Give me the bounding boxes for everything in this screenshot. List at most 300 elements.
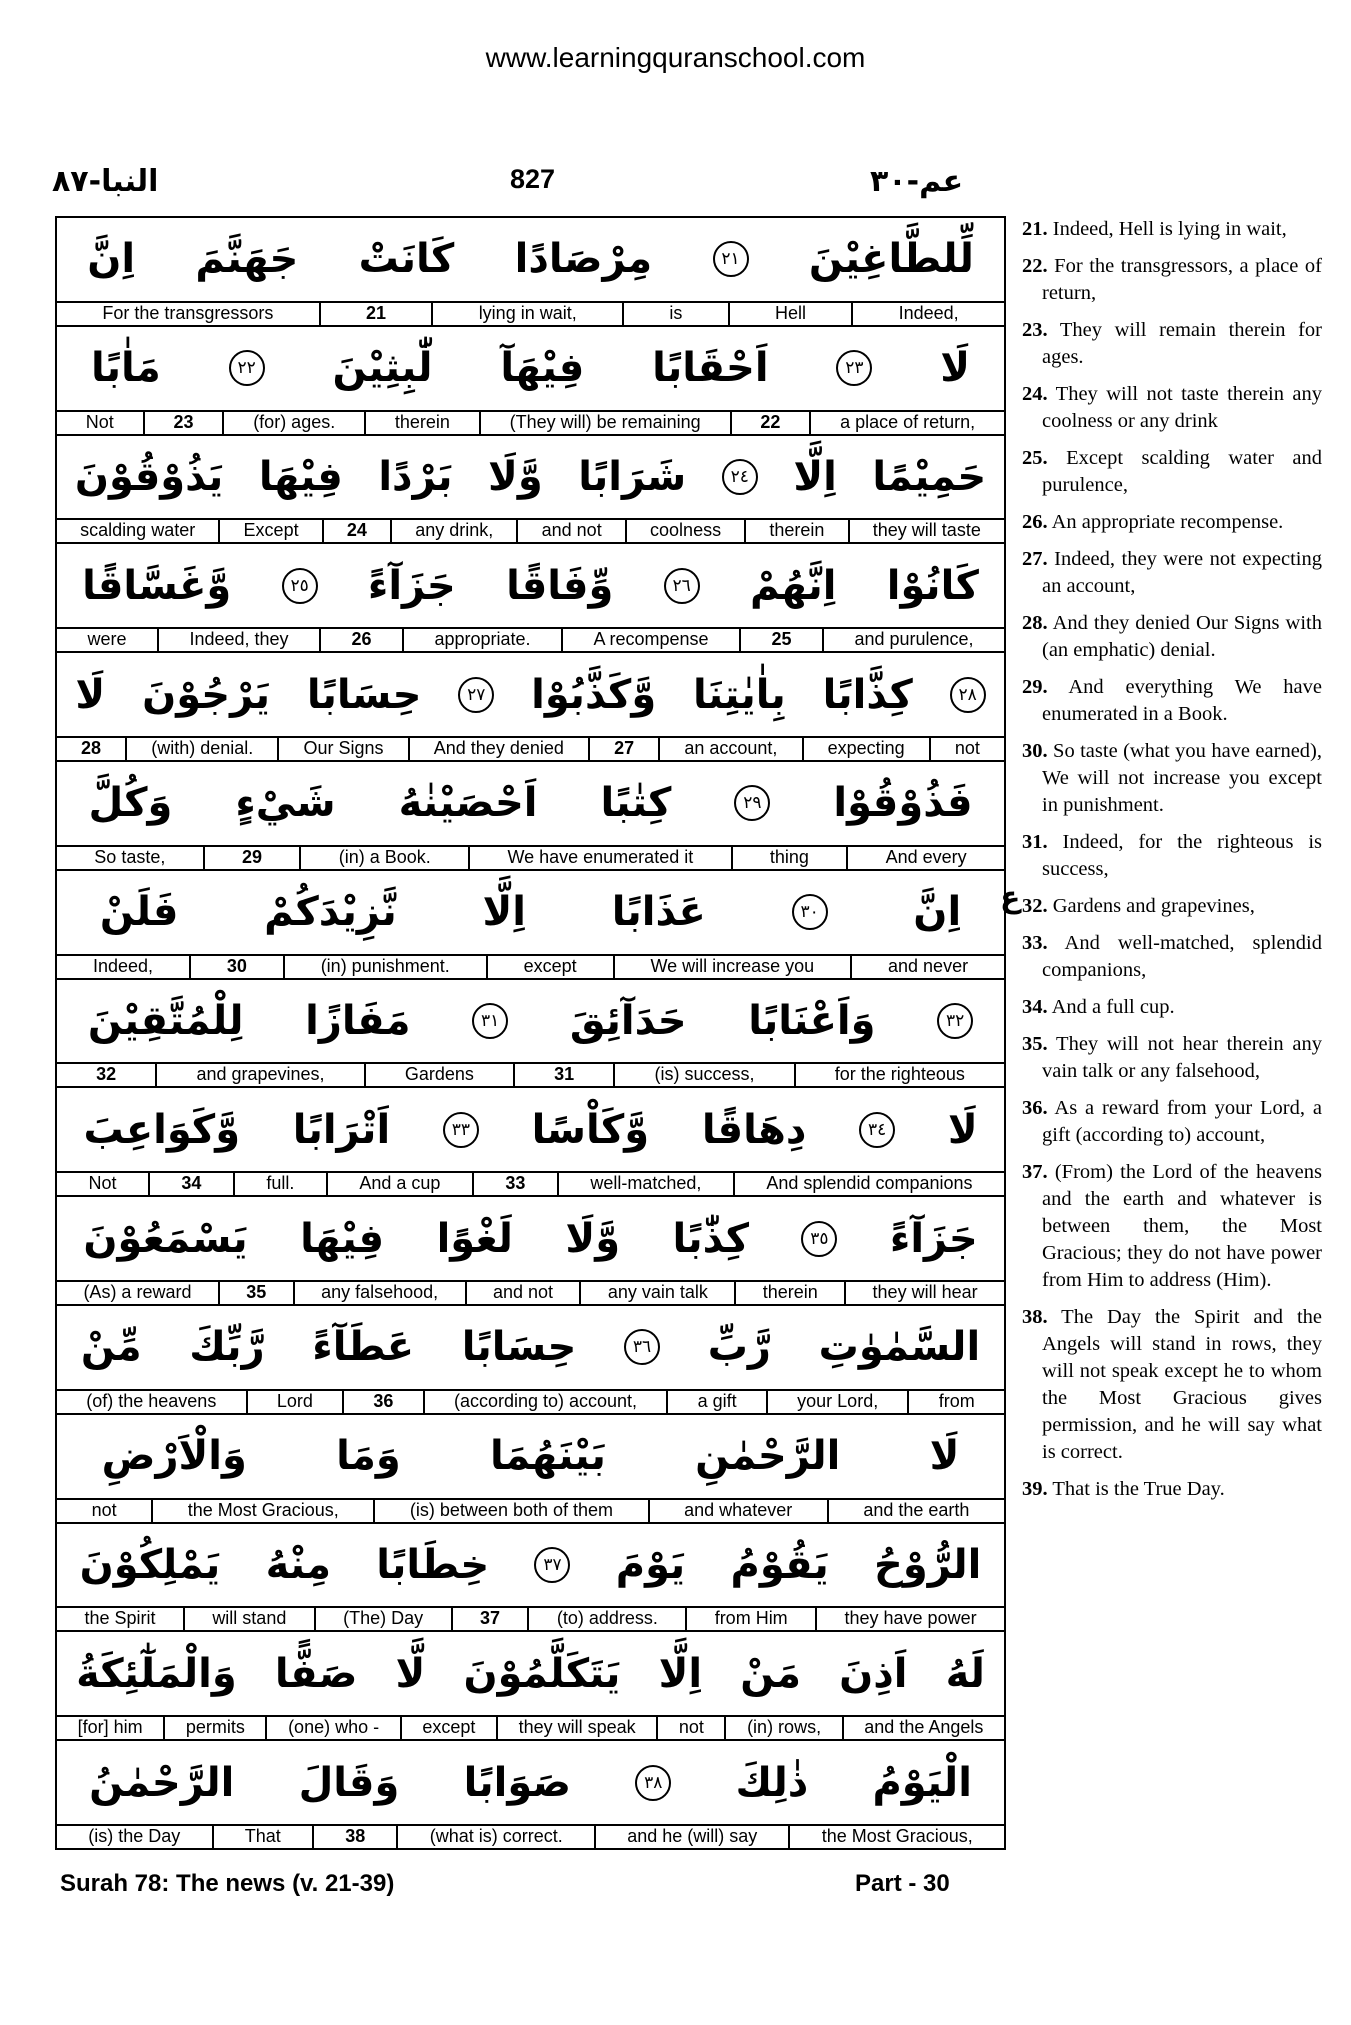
site-url: www.learningquranschool.com xyxy=(485,42,866,73)
ayah-number-marker: ٣٨ xyxy=(635,1765,671,1801)
gloss-cell: We have enumerated it xyxy=(468,847,730,871)
gloss-cell: (one) who - xyxy=(265,1717,399,1741)
arabic-word: وِّفَاقًا xyxy=(506,562,614,609)
english-gloss-line xyxy=(57,736,1004,762)
arabic-line xyxy=(57,653,1004,736)
translation-item xyxy=(1022,610,1322,664)
arabic-word: حِسَابًا xyxy=(461,1324,577,1371)
translation-text: They will remain therein for ages. xyxy=(1042,319,1322,368)
translation-text: And well-matched, splendid companions, xyxy=(1042,932,1322,981)
verse-row xyxy=(57,762,1004,871)
ayah-number-marker: ٢٨ xyxy=(950,677,986,713)
gloss-cell: (in) a Book. xyxy=(299,847,468,871)
ayah-number-marker: ٣٢ xyxy=(937,1003,973,1039)
translation-verse-number: 28. xyxy=(1022,612,1048,634)
arabic-line xyxy=(57,980,1004,1063)
arabic-word: مَفَازًا xyxy=(305,997,411,1044)
arabic-word: مَاٰبًا xyxy=(90,345,161,392)
translation-verse-number: 36. xyxy=(1022,1097,1048,1119)
gloss-cell: Indeed, xyxy=(92,955,153,976)
arabic-word: اَذِنَ xyxy=(839,1650,908,1697)
verse-row xyxy=(57,871,1004,980)
translation-text: So taste (what you have earned), We will not increase you except in punishment. xyxy=(1042,740,1323,816)
ayah-number-marker: ٢١ xyxy=(713,241,749,277)
arabic-word: مِرْصَادًا xyxy=(514,236,653,283)
english-gloss-line xyxy=(57,1606,1004,1632)
english-gloss-line xyxy=(57,954,1004,980)
arabic-word: بَرْدًا xyxy=(378,453,453,500)
english-gloss-line xyxy=(57,627,1004,653)
english-gloss-line xyxy=(57,410,1004,436)
translation-verse-number: 27. xyxy=(1022,548,1048,570)
gloss-cell: A recompense xyxy=(561,629,739,653)
verse-row xyxy=(57,544,1004,653)
arabic-word: وَّكَذَّبُوْا xyxy=(531,671,657,718)
gloss-cell: 24 xyxy=(322,520,390,544)
arabic-word: حِسَابًا xyxy=(306,671,422,718)
arabic-word: كَانَتْ xyxy=(358,236,455,283)
translation-text: And a full cup. xyxy=(1051,996,1175,1018)
gloss-cell: an account, xyxy=(658,738,801,762)
gloss-cell: 38 xyxy=(312,1826,396,1850)
arabic-word: وَالْمَلٰٓئِكَةُ xyxy=(76,1650,237,1697)
arabic-line xyxy=(57,544,1004,627)
arabic-line xyxy=(57,1524,1004,1607)
gloss-cell: appropriate. xyxy=(402,629,561,653)
english-gloss-line xyxy=(57,518,1004,544)
gloss-cell: they will taste xyxy=(848,520,1004,544)
translation-verse-number: 22. xyxy=(1022,255,1048,277)
arabic-word: جَهَنَّمَ xyxy=(195,236,299,283)
arabic-word: اِلَّا xyxy=(793,453,837,500)
gloss-cell: (is) success, xyxy=(613,1064,793,1088)
gloss-cell: will stand xyxy=(183,1608,314,1632)
arabic-word: كِتٰبًا xyxy=(600,780,672,827)
gloss-cell: 34 xyxy=(148,1173,233,1197)
gloss-cell: 27 xyxy=(588,738,658,762)
arabic-word: وَّكَوَاعِبَ xyxy=(83,1106,241,1153)
gloss-cell: a place of return, xyxy=(809,412,1004,436)
arabic-word: يَمْلِكُوْنَ xyxy=(79,1541,221,1588)
arabic-line xyxy=(57,436,1004,519)
translation-text: Indeed, Hell is lying in wait, xyxy=(1052,218,1287,240)
gloss-cell: 37 xyxy=(451,1608,528,1632)
arabic-word: ذٰلِكَ xyxy=(735,1759,809,1806)
gloss-cell: a gift xyxy=(666,1391,766,1415)
arabic-word: مِّنْ xyxy=(80,1324,142,1371)
translation-verse-number: 33. xyxy=(1022,932,1048,954)
arabic-word: عَطَآءً xyxy=(312,1324,415,1371)
gloss-cell: And they denied xyxy=(408,738,588,762)
gloss-cell: they will speak xyxy=(496,1717,656,1741)
gloss-cell: and purulence, xyxy=(822,629,1004,653)
translation-verse-number: 21. xyxy=(1022,218,1048,240)
ayah-number-marker: ٣٣ xyxy=(443,1112,479,1148)
translation-verse-number: 39. xyxy=(1022,1478,1048,1500)
gloss-cell: therein xyxy=(744,520,847,544)
arabic-word: خِطَابًا xyxy=(376,1541,490,1588)
arabic-word: لَا xyxy=(947,1106,978,1153)
translation-text: That is the True Day. xyxy=(1052,1478,1225,1500)
gloss-cell: from xyxy=(907,1391,1004,1415)
arabic-word: نَّزِيْدَكُمْ xyxy=(264,889,397,936)
arabic-word: يَتَكَلَّمُوْنَ xyxy=(463,1650,621,1697)
gloss-cell: And splendid companions xyxy=(733,1173,1004,1197)
translation-text: They will not hear therein any vain talk or any falsehood, xyxy=(1042,1033,1322,1082)
translation-verse-number: 38. xyxy=(1022,1306,1048,1328)
translation-text: As a reward from your Lord, a gift (according to) account, xyxy=(1042,1097,1322,1146)
translation-item xyxy=(1022,216,1322,243)
ayah-number-marker: ٣٤ xyxy=(859,1112,895,1148)
gloss-cell: (They will) be remaining xyxy=(479,412,730,436)
verse-row xyxy=(57,327,1004,436)
gloss-cell: (with) denial. xyxy=(125,738,277,762)
arabic-line xyxy=(57,218,1004,301)
translation-verse-number: 26. xyxy=(1022,511,1048,533)
arabic-word: شَرَابًا xyxy=(578,453,687,500)
arabic-word: رَّبِّكَ xyxy=(189,1324,265,1371)
arabic-line xyxy=(57,1306,1004,1389)
translation-column xyxy=(1022,216,1322,1513)
gloss-cell: from Him xyxy=(685,1608,815,1632)
translation-item xyxy=(1022,738,1322,819)
english-gloss-line xyxy=(57,845,1004,871)
gloss-cell: Indeed, xyxy=(851,303,1004,327)
translation-item xyxy=(1022,317,1322,371)
ayah-number-marker: ٢٢ xyxy=(229,350,265,386)
translation-text: (From) the Lord of the heavens and the earth and whatever is between them, the Most Gracious; they do not have power from Him to address (Him). xyxy=(1042,1161,1323,1291)
arabic-word: رَّبِّ xyxy=(707,1324,771,1371)
gloss-cell: (in) rows, xyxy=(724,1717,841,1741)
arabic-line xyxy=(57,1741,1004,1824)
gloss-cell: 23 xyxy=(143,412,223,436)
gloss-cell: expecting xyxy=(802,738,929,762)
gloss-cell: Our Signs xyxy=(277,738,407,762)
gloss-cell: and whatever xyxy=(648,1500,827,1524)
gloss-cell: scalding water xyxy=(80,520,196,541)
verse-row xyxy=(57,218,1004,327)
translation-verse-number: 23. xyxy=(1022,319,1048,341)
gloss-cell: thing xyxy=(731,847,847,871)
gloss-cell: and the Angels xyxy=(842,1717,1004,1741)
arabic-word: بَيْنَهُمَا xyxy=(489,1433,606,1480)
translation-text: And everything We have enumerated in a Book. xyxy=(1042,676,1322,725)
ayah-number-marker: ٢٩ xyxy=(734,785,770,821)
translation-item xyxy=(1022,674,1322,728)
arabic-word: عَذَابًا xyxy=(611,889,706,936)
gloss-cell: and never xyxy=(850,956,1004,980)
arabic-word: وَاَعْنَابًا xyxy=(748,997,876,1044)
gloss-cell: except xyxy=(400,1717,496,1741)
arabic-word: الرَّحْمٰنُ xyxy=(89,1759,235,1806)
verse-row xyxy=(57,980,1004,1089)
gloss-cell: is xyxy=(622,303,728,327)
arabic-word: فِيْهَآ xyxy=(500,345,585,392)
translation-verse-number: 31. xyxy=(1022,831,1048,853)
gloss-cell: 31 xyxy=(513,1064,613,1088)
translation-item xyxy=(1022,445,1322,499)
arabic-line xyxy=(57,1632,1004,1715)
footer-part: Part - 30 xyxy=(855,1870,950,1897)
gloss-cell: therein xyxy=(364,412,479,436)
translation-item xyxy=(1022,829,1322,883)
translation-verse-number: 32. xyxy=(1022,895,1048,917)
arabic-word: لَّا xyxy=(395,1650,426,1697)
gloss-cell: For the transgressors xyxy=(102,302,274,323)
english-gloss-line xyxy=(57,1715,1004,1741)
english-gloss-line xyxy=(57,1062,1004,1088)
english-gloss-line xyxy=(57,1280,1004,1306)
gloss-cell: (to) address. xyxy=(527,1608,685,1632)
verse-row xyxy=(57,1088,1004,1197)
gloss-cell: your Lord, xyxy=(766,1391,908,1415)
verse-row xyxy=(57,1741,1004,1850)
gloss-cell: 35 xyxy=(218,1282,293,1306)
ayah-number-marker: ٢٣ xyxy=(836,350,872,386)
arabic-word: لّٰبِثِيْنَ xyxy=(332,345,433,392)
arabic-word: يَوْمَ xyxy=(615,1541,686,1588)
gloss-cell: any drink, xyxy=(390,520,516,544)
gloss-cell: (what is) correct. xyxy=(396,1826,593,1850)
arabic-word: حَمِيْمًا xyxy=(872,453,987,500)
arabic-word: فِيْهَا xyxy=(258,453,343,500)
arabic-word: الْيَوْمُ xyxy=(872,1759,972,1806)
arabic-word: فَلَنْ xyxy=(99,889,179,936)
gloss-cell: lying in wait, xyxy=(431,303,622,327)
arabic-word: جَزَآءً xyxy=(367,562,456,609)
translation-item xyxy=(1022,1304,1322,1466)
arabic-word: فَذُوْقُوْا xyxy=(833,780,973,827)
arabic-word: يَرْجُوْنَ xyxy=(142,671,271,718)
gloss-cell: permits xyxy=(163,1717,265,1741)
translation-verse-number: 37. xyxy=(1022,1161,1048,1183)
arabic-word: بِاٰيٰتِنَا xyxy=(693,671,786,718)
arabic-word: يَذُوْقُوْنَ xyxy=(74,453,224,500)
arabic-word: اَتْرَابًا xyxy=(292,1106,391,1153)
gloss-cell: That xyxy=(212,1826,312,1850)
gloss-cell: So taste, xyxy=(94,846,166,867)
part-header-arabic: عم-٣٠ xyxy=(870,164,964,199)
gloss-cell: 21 xyxy=(319,303,432,327)
arabic-word: وَّكَاْسًا xyxy=(531,1106,650,1153)
arabic-word: لَا xyxy=(75,671,106,718)
translation-verse-number: 35. xyxy=(1022,1033,1048,1055)
arabic-line xyxy=(57,1197,1004,1280)
arabic-word: كِذّٰبًا xyxy=(672,1215,749,1262)
arabic-word: اَحْصَيْنٰهُ xyxy=(398,780,538,827)
ayah-number-marker: ٢٤ xyxy=(722,459,758,495)
arabic-word: الرُّوْحُ xyxy=(874,1541,982,1588)
gloss-cell: any vain talk xyxy=(579,1282,734,1306)
ayah-number-marker: ٣٦ xyxy=(624,1329,660,1365)
verse-row xyxy=(57,1632,1004,1741)
translation-verse-number: 29. xyxy=(1022,676,1048,698)
ayah-number-marker: ٢٥ xyxy=(282,568,318,604)
gloss-cell: Not xyxy=(85,411,114,432)
arabic-word: يَسْمَعُوْنَ xyxy=(83,1215,248,1262)
arabic-line xyxy=(57,1088,1004,1171)
translation-item xyxy=(1022,1095,1322,1149)
arabic-word: اَحْقَابًا xyxy=(652,345,769,392)
ayah-number-marker: ٣٧ xyxy=(534,1547,570,1583)
english-gloss-line xyxy=(57,1498,1004,1524)
gloss-cell: Except xyxy=(218,520,321,544)
translation-item xyxy=(1022,509,1322,536)
english-gloss-line xyxy=(57,1171,1004,1197)
translation-item xyxy=(1022,381,1322,435)
arabic-word: اِنَّ xyxy=(87,236,136,283)
translation-text: Indeed, they were not expecting an account, xyxy=(1042,548,1323,597)
arabic-word: وَقَالَ xyxy=(298,1759,400,1806)
ayah-number-marker: ٣٥ xyxy=(801,1221,837,1257)
verse-row xyxy=(57,1524,1004,1633)
english-gloss-line xyxy=(57,1824,1004,1850)
arabic-line xyxy=(57,1415,1004,1498)
gloss-cell: except xyxy=(486,956,613,980)
gloss-cell: (The) Day xyxy=(314,1608,451,1632)
gloss-cell: Not xyxy=(88,1173,117,1194)
surah-header-arabic: النبا-٧٨ xyxy=(52,164,159,199)
gloss-cell: therein xyxy=(734,1282,844,1306)
gloss-cell: 29 xyxy=(203,847,300,871)
arabic-line xyxy=(57,327,1004,410)
gloss-cell: and grapevines, xyxy=(155,1064,363,1088)
gloss-cell: 30 xyxy=(189,956,283,980)
gloss-cell: (according to) account, xyxy=(423,1391,667,1415)
gloss-cell: We will increase you xyxy=(613,956,851,980)
ayah-number-marker: ٣٠ xyxy=(792,894,828,930)
english-gloss-line xyxy=(57,301,1004,327)
translation-text: Except scalding water and purulence, xyxy=(1042,447,1323,496)
arabic-word: مِنْهُ xyxy=(265,1541,331,1588)
translation-item xyxy=(1022,893,1322,920)
translation-text: And they denied Our Signs with (an emphatic) denial. xyxy=(1042,612,1322,661)
gloss-cell: not xyxy=(929,738,1004,762)
arabic-word: الرَّحْمٰنِ xyxy=(695,1433,841,1480)
arabic-word: اِنَّهُمْ xyxy=(749,562,837,609)
gloss-cell: (As) a reward xyxy=(83,1281,192,1302)
arabic-word: كَانُوْا xyxy=(886,562,979,609)
translation-item xyxy=(1022,1031,1322,1085)
translation-item xyxy=(1022,930,1322,984)
ayah-number-marker: ٣١ xyxy=(472,1003,508,1039)
translation-text: For the transgressors, a place of return, xyxy=(1042,255,1322,304)
arabic-word: لَا xyxy=(929,1433,960,1480)
arabic-word: لَا xyxy=(940,345,971,392)
arabic-word: وَكُلَّ xyxy=(88,780,173,827)
gloss-cell: Lord xyxy=(246,1391,343,1415)
page-number: 827 xyxy=(510,164,556,194)
gloss-cell: Hell xyxy=(728,303,852,327)
gloss-cell: and he (will) say xyxy=(594,1826,789,1850)
arabic-word: لِّلطَّاغِيْنَ xyxy=(808,236,974,283)
gloss-cell: and not xyxy=(465,1282,580,1306)
arabic-word: فِيْهَا xyxy=(300,1215,385,1262)
translation-verse-number: 25. xyxy=(1022,447,1048,469)
translation-item xyxy=(1022,994,1322,1021)
arabic-word: لَهُ xyxy=(945,1650,985,1697)
arabic-word: صَفًّا xyxy=(274,1650,358,1697)
translation-text: Gardens and grapevines, xyxy=(1052,895,1255,917)
gloss-cell: 28 xyxy=(81,737,102,758)
gloss-cell: the Most Gracious, xyxy=(788,1826,1004,1850)
gloss-cell: the Spirit xyxy=(84,1608,156,1629)
arabic-word: حَدَآئِقَ xyxy=(569,997,687,1044)
gloss-cell: And a cup xyxy=(326,1173,472,1197)
gloss-cell: (is) between both of them xyxy=(373,1500,647,1524)
arabic-word: اِلَّا xyxy=(482,889,526,936)
gloss-cell: not xyxy=(656,1717,724,1741)
ruku-mark: ع xyxy=(1000,880,1021,915)
ayah-number-marker: ٢٦ xyxy=(664,568,700,604)
arabic-word: السَّمٰوٰتِ xyxy=(818,1324,981,1371)
gloss-cell: they will hear xyxy=(844,1282,1004,1306)
gloss-cell: for the righteous xyxy=(794,1064,1004,1088)
translation-verse-number: 30. xyxy=(1022,740,1048,762)
arabic-word: وَّلَا xyxy=(488,453,543,500)
gloss-cell: 25 xyxy=(739,629,822,653)
gloss-cell: full. xyxy=(233,1173,326,1197)
footer-surah-title: Surah 78: The news (v. 21-39) xyxy=(60,1870,395,1897)
gloss-cell: and the earth xyxy=(827,1500,1004,1524)
gloss-cell: were xyxy=(87,629,127,650)
arabic-word: يَقُوْمُ xyxy=(730,1541,829,1588)
gloss-cell: (in) punishment. xyxy=(283,956,486,980)
gloss-cell: they have power xyxy=(815,1608,1004,1632)
arabic-word: مَنْ xyxy=(740,1650,801,1697)
gloss-cell: any falsehood, xyxy=(293,1282,465,1306)
ayah-number-marker: ٢٧ xyxy=(458,677,494,713)
arabic-word: وَمَا xyxy=(336,1433,401,1480)
arabic-line xyxy=(57,871,1004,954)
verse-row xyxy=(57,1197,1004,1306)
verse-row xyxy=(57,1415,1004,1524)
gloss-cell: the Most Gracious, xyxy=(151,1500,373,1524)
arabic-line xyxy=(57,762,1004,845)
gloss-cell: 26 xyxy=(319,629,402,653)
translation-item xyxy=(1022,1476,1322,1503)
gloss-cell: not xyxy=(91,1499,117,1520)
gloss-cell: well-matched, xyxy=(557,1173,733,1197)
gloss-cell: [for] him xyxy=(77,1717,143,1738)
gloss-cell: And every xyxy=(846,847,1004,871)
translation-verse-number: 24. xyxy=(1022,383,1048,405)
translation-verse-number: 34. xyxy=(1022,996,1048,1018)
translation-text: They will not taste therein any coolness or any drink xyxy=(1042,383,1322,432)
arabic-word: شَيْءٍ xyxy=(235,780,336,827)
gloss-cell: 36 xyxy=(342,1391,423,1415)
word-by-word-grid xyxy=(55,216,1006,1850)
arabic-word: لَغْوًا xyxy=(436,1215,513,1262)
arabic-word: لِلْمُتَّقِيْنَ xyxy=(87,997,244,1044)
arabic-word: وَّلَا xyxy=(565,1215,621,1262)
arabic-word: دِهَاقًا xyxy=(701,1106,807,1153)
verse-row xyxy=(57,1306,1004,1415)
english-gloss-line xyxy=(57,1389,1004,1415)
arabic-word: جَزَآءً xyxy=(889,1215,978,1262)
arabic-word: وَالْاَرْضِ xyxy=(101,1433,247,1480)
arabic-word: كِذَّابًا xyxy=(822,671,913,718)
translation-text: Indeed, for the righteous is success, xyxy=(1042,831,1322,880)
gloss-cell: Indeed, they xyxy=(157,629,319,653)
arabic-word: وَّغَسَّاقًا xyxy=(82,562,232,609)
gloss-cell: and not xyxy=(516,520,624,544)
gloss-cell: Gardens xyxy=(364,1064,513,1088)
arabic-word: اِنَّ xyxy=(913,889,962,936)
gloss-cell: 22 xyxy=(730,412,810,436)
translation-text: An appropriate recompense. xyxy=(1051,511,1284,533)
translation-item xyxy=(1022,546,1322,600)
